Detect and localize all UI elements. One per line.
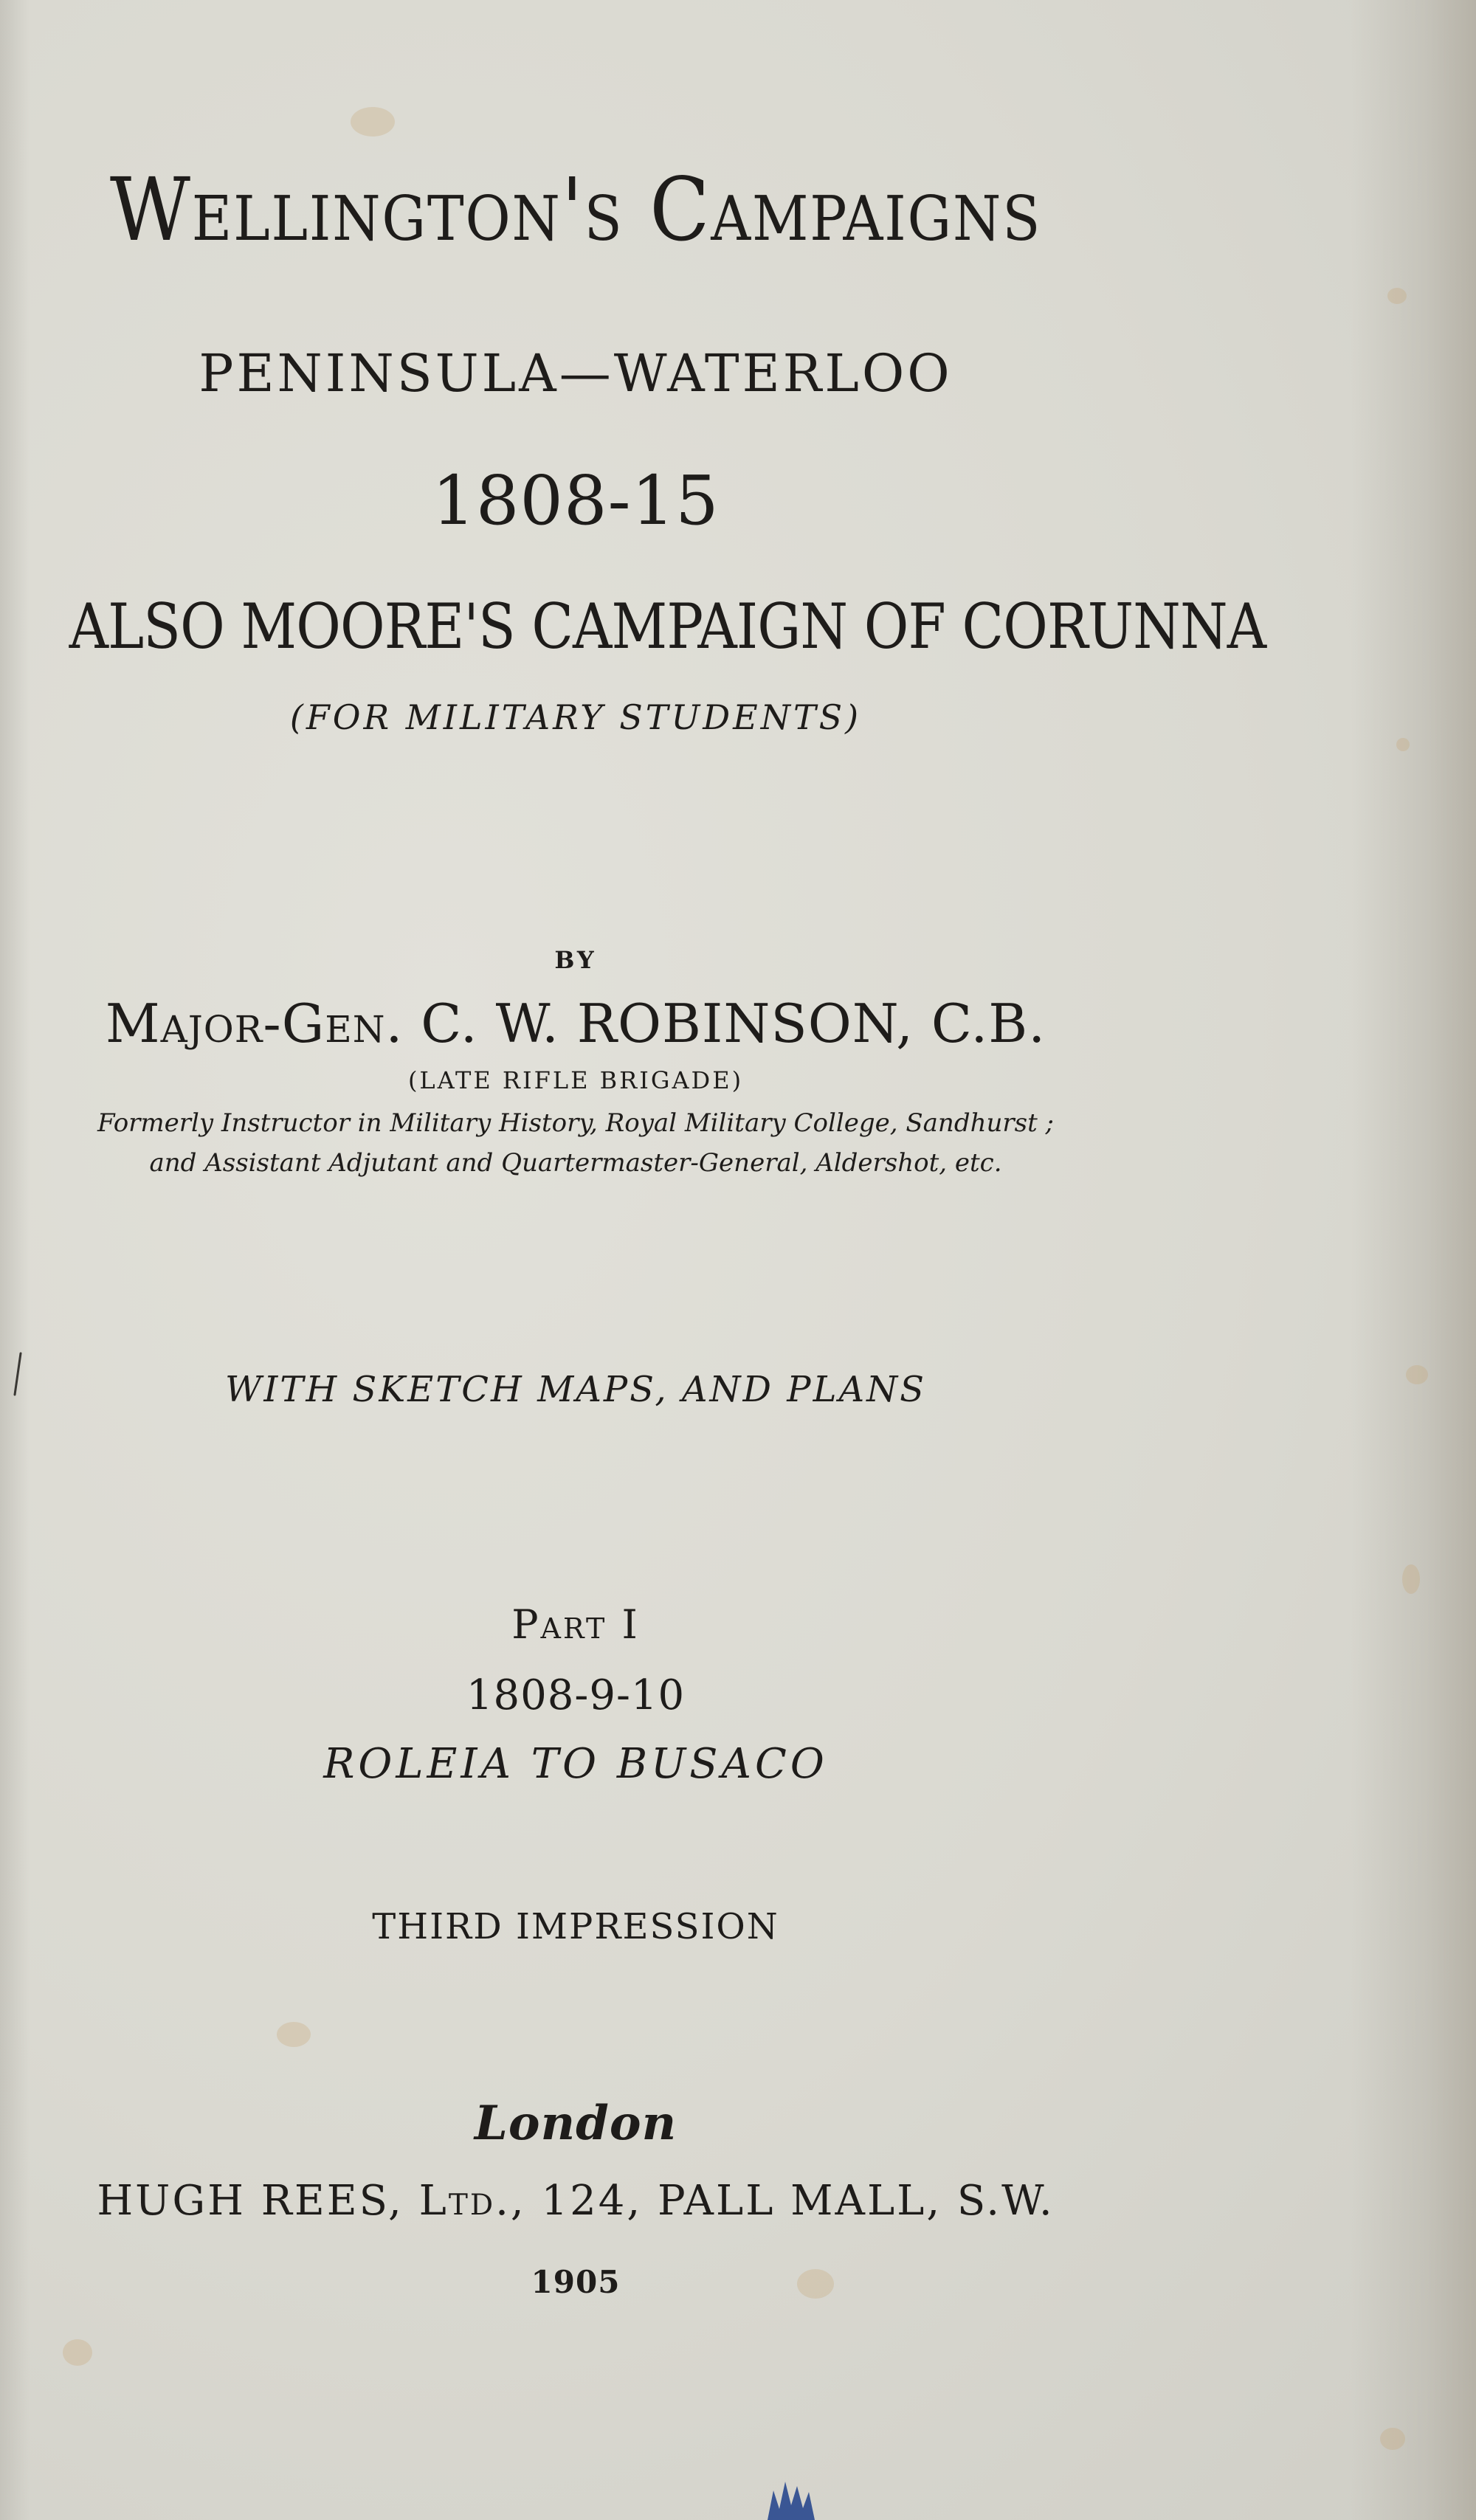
part-range: ROLEIA TO BUSACO bbox=[323, 1740, 828, 1788]
author-credentials-line2: and Assistant Adjutant and Quartermaster-General, Aldershot, etc. bbox=[149, 1148, 1002, 1178]
part-label: Part I bbox=[511, 1601, 640, 1648]
foxing-spot bbox=[1380, 2428, 1405, 2450]
also-campaign: ALSO MOORE'S CAMPAIGN OF CORUNNA bbox=[69, 590, 1266, 663]
foxing-spot bbox=[277, 2022, 311, 2047]
author-credentials-line1: Formerly Instructor in Military History, Royal Military College, Sandhurst ; bbox=[97, 1108, 1055, 1138]
foxing-spot bbox=[351, 107, 395, 137]
pencil-mark-icon bbox=[10, 1352, 25, 1396]
publisher-address: 124, PALL MALL, S.W. bbox=[541, 2177, 1055, 2225]
imprint-year: 1905 bbox=[531, 2264, 621, 2300]
maps-note: WITH SKETCH MAPS, AND PLANS bbox=[225, 1369, 926, 1410]
foxing-spot bbox=[1402, 1564, 1420, 1594]
page-shadow-right bbox=[1351, 0, 1476, 2520]
impression-note: THIRD IMPRESSION bbox=[372, 1906, 779, 1947]
campaign-years: 1808-15 bbox=[432, 461, 720, 540]
foxing-spot bbox=[1406, 1365, 1428, 1384]
author-regiment: (LATE RIFLE BRIGADE) bbox=[407, 1066, 744, 1094]
foxing-spot bbox=[63, 2339, 92, 2366]
by-label: BY bbox=[554, 946, 597, 974]
imprint-city: London bbox=[474, 2096, 677, 2151]
author-name: Major-Gen. C. W. ROBINSON, C.B. bbox=[105, 993, 1046, 1054]
ink-stamp-icon bbox=[760, 2476, 827, 2520]
book-subtitle: PENINSULA—WATERLOO bbox=[199, 343, 953, 404]
foxing-spot bbox=[1396, 738, 1410, 751]
audience-note: (FOR MILITARY STUDENTS) bbox=[289, 697, 862, 737]
imprint-publisher bbox=[0, 2177, 1151, 2225]
publisher-ltd: Ltd., bbox=[418, 2177, 526, 2225]
foxing-spot bbox=[1387, 288, 1407, 304]
part-years: 1808-9-10 bbox=[466, 1671, 686, 1719]
publisher-name: HUGH REES, bbox=[97, 2177, 404, 2225]
book-title: Wellington's Campaigns bbox=[109, 159, 1042, 260]
